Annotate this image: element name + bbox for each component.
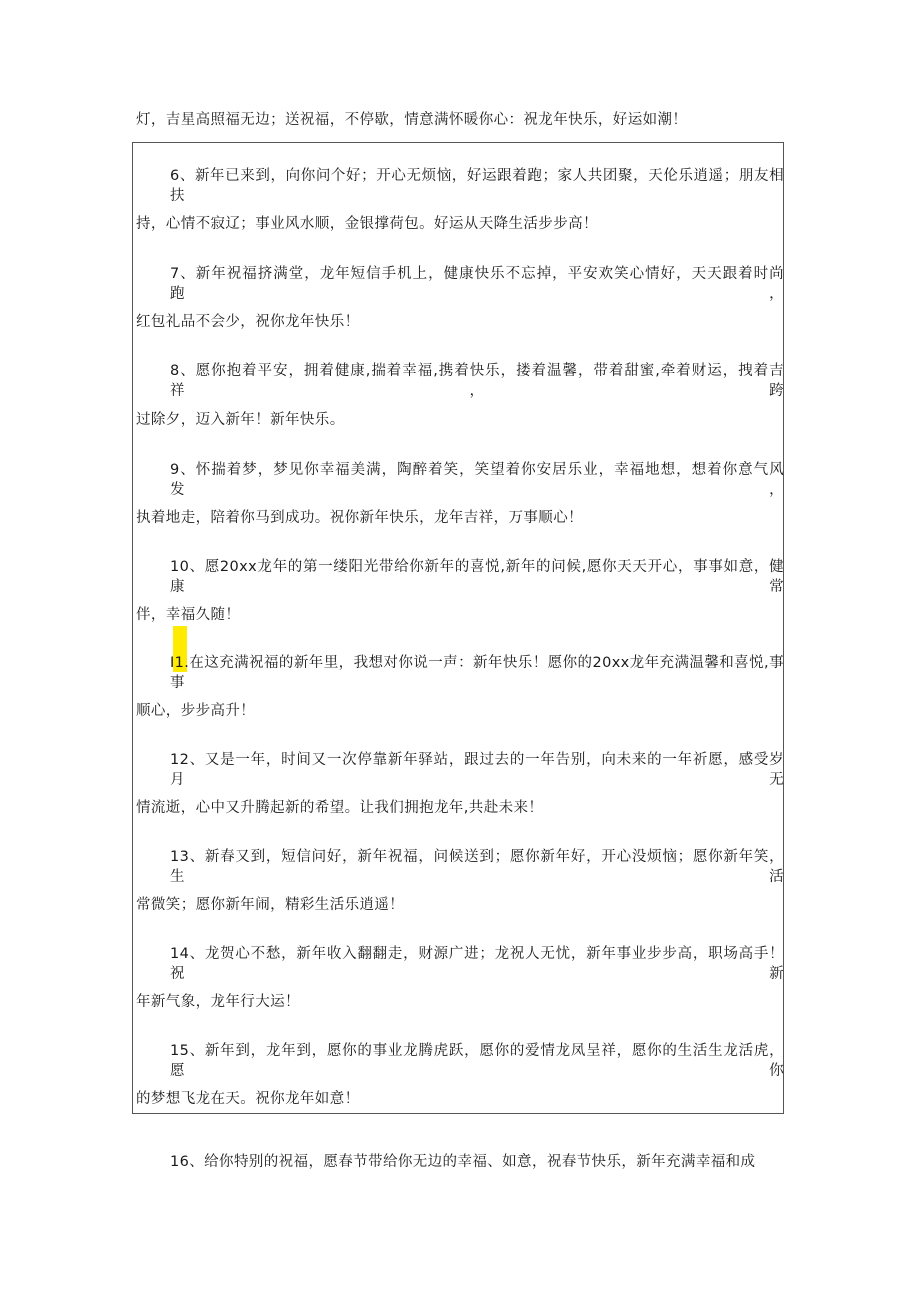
text-line: 情流逝，心中又升腾起新的希望。让我们拥抱龙年,共赴未来！ xyxy=(136,800,544,816)
text-line: 常微笑；愿你新年闹，精彩生活乐逍遥！ xyxy=(136,897,405,913)
text-line: 伴，幸福久随！ xyxy=(136,607,241,623)
text-line: 执着地走，陪着你马到成功。祝你新年快乐，龙年吉祥，万事顺心！ xyxy=(136,510,583,526)
highlighted-text-line: I1.在这充满祝福的新年里，我想对你说一声：新年快乐！愿你的20xx龙年充满温馨和喜悦,事事 xyxy=(170,655,784,691)
text-line: 13、新春又到，短信问好，新年祝福，问候送到；愿你新年好，开心没烦恼；愿你新年笑，生活 xyxy=(170,849,784,885)
text-line: 8、愿你抱着平安，拥着健康,揣着幸福,携着快乐，搂着温馨，带着甜蜜,牵着财运，拽着吉祥，跨 xyxy=(170,363,784,399)
text-line: 灯，吉星高照福无边；送祝福，不停歇，情意满怀暖你心：祝龙年快乐，好运如潮！ xyxy=(136,112,688,128)
text-line: 过除夕，迈入新年！新年快乐。 xyxy=(136,412,345,428)
text-line: 6、新年已来到，向你问个好；开心无烦恼，好运跟着跑；家人共团聚，天伦乐逍遥；朋友相扶 xyxy=(170,168,784,204)
text-line: 年新气象，龙年行大运！ xyxy=(136,994,300,1010)
text-line: 红包礼品不会少，祝你龙年快乐！ xyxy=(136,314,360,330)
text-line: 15、新年到，龙年到，愿你的事业龙腾虎跃，愿你的爱情龙凤呈祥，愿你的生活生龙活虎，愿你 xyxy=(170,1043,784,1079)
text-line: 12、又是一年，时间又一次停靠新年驿站，跟过去的一年告别，向未来的一年祈愿，感受岁月无 xyxy=(170,752,784,788)
text-line: 10、愿20xx龙年的第一缕阳光带给你新年的喜悦,新年的问候,愿你天天开心，事事如意，健康常 xyxy=(170,559,784,595)
text-line: 7、新年祝福挤满堂，龙年短信手机上，健康快乐不忘掉，平安欢笑心情好，天天跟着时尚跑， xyxy=(170,266,784,302)
text-line: 的梦想飞龙在天。祝你龙年如意！ xyxy=(136,1091,360,1107)
text-line: 顺心，步步高升！ xyxy=(136,703,256,719)
text-line: 16、给你特别的祝福，愿春节带给你无边的幸福、如意，祝春节快乐，新年充满幸福和成 xyxy=(170,1154,756,1170)
text-line: 14、龙贺心不愁，新年收入翻翻走，财源广进；龙祝人无忧，新年事业步步高，职场高手！祝新 xyxy=(170,946,784,982)
text-line: 9、怀揣着梦，梦见你幸福美满，陶醉着笑，笑望着你安居乐业，幸福地想，想着你意气风发， xyxy=(170,462,784,498)
text-line: 持，心情不寂辽；事业风水顺，金银撑荷包。好运从天降生活步步高！ xyxy=(136,216,598,232)
